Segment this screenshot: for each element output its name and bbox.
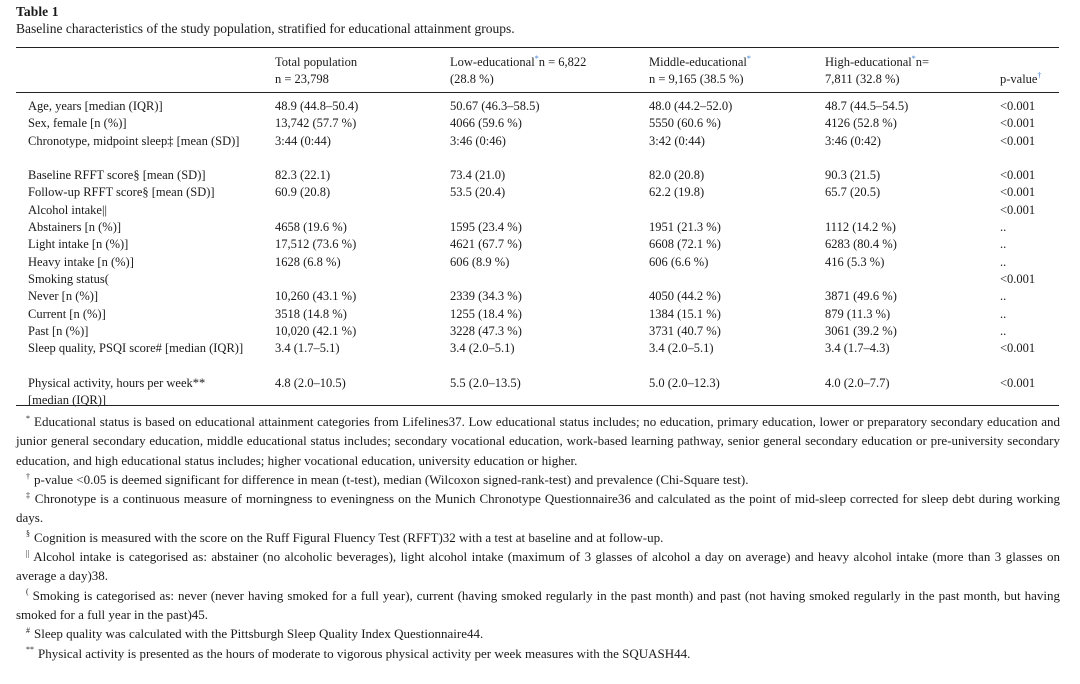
cell-middle: 3:42 (0:44) xyxy=(649,133,705,148)
cell-middle: 5550 (60.6 %) xyxy=(649,116,721,131)
row-label: Alcohol intake|| xyxy=(28,202,107,217)
table-row xyxy=(0,219,1080,236)
cell-p: .. xyxy=(1000,289,1007,304)
footnote-text: p-value <0.05 is deemed significant for difference in mean (t-test), median (Wilcoxon signed-rank-test) and prevalence (Chi-Square test). xyxy=(34,471,749,487)
table-body xyxy=(0,98,1080,409)
row-label: Heavy intake [n (%)] xyxy=(28,254,134,269)
table-row xyxy=(0,288,1080,305)
table-bottom-rule xyxy=(16,405,1059,406)
cell-low: 3.4 (2.0–5.1) xyxy=(450,341,515,356)
cell-p: <0.001 xyxy=(1000,375,1036,390)
table-label: Table 1 xyxy=(16,4,59,19)
cell-low: 5.5 (2.0–13.5) xyxy=(450,375,521,390)
footnote-mark: ( xyxy=(26,587,29,597)
cell-p: <0.001 xyxy=(1000,99,1036,113)
footnote xyxy=(16,644,1060,663)
cell-total: 4.8 (2.0–10.5) xyxy=(275,375,346,390)
footnotes xyxy=(16,412,1060,663)
row-label: Age, years [median (IQR)] xyxy=(28,99,163,113)
cell-low: 53.5 (20.4) xyxy=(450,185,506,200)
cell-high: 3.4 (1.7–4.3) xyxy=(825,341,890,356)
footnote xyxy=(16,470,1060,489)
cell-low: 3228 (47.3 %) xyxy=(450,323,522,338)
row-label: Never [n (%)] xyxy=(28,289,99,304)
footnote xyxy=(16,624,1060,643)
table-row xyxy=(0,340,1080,375)
table-row xyxy=(0,202,1080,219)
table-row xyxy=(0,115,1080,132)
table-row xyxy=(0,184,1080,201)
cell-middle: 606 (6.6 %) xyxy=(649,254,709,269)
cell-high: 6283 (80.4 %) xyxy=(825,237,897,252)
table-top-rule xyxy=(16,47,1059,48)
cell-total: 17,512 (73.6 %) xyxy=(275,237,357,252)
table-row xyxy=(0,323,1080,340)
cell-middle: 6608 (72.1 %) xyxy=(649,237,721,252)
cell-middle: 48.0 (44.2–52.0) xyxy=(649,99,733,113)
row-label: Baseline RFFT score§ [mean (SD)] xyxy=(28,168,206,183)
cell-total: 4658 (19.6 %) xyxy=(275,220,347,235)
footnote-text: Alcohol intake is categorised as: abstainer (no alcoholic beverages), light alcohol intake (maximum of 3 glasses of alcohol a day on average) and heavy alcohol intake (more than 3 glasses on average a day)38. xyxy=(16,549,1060,584)
cell-low: 1595 (23.4 %) xyxy=(450,220,522,235)
cell-high: 3871 (49.6 %) xyxy=(825,289,897,304)
footnote-text: Cognition is measured with the score on the Ruff Figural Fluency Test (RFFT)32 with a test at baseline and at follow-up. xyxy=(34,529,664,545)
cell-middle: 5.0 (2.0–12.3) xyxy=(649,375,720,390)
cell-high: 4126 (52.8 %) xyxy=(825,116,897,131)
row-label: Chronotype, midpoint sleep‡ [mean (SD)] xyxy=(28,133,240,148)
cell-total: 13,742 (57.7 %) xyxy=(275,116,357,131)
footnote xyxy=(16,489,1060,528)
cell-p: <0.001 xyxy=(1000,116,1036,131)
cell-high: 1112 (14.2 %) xyxy=(825,220,896,235)
header-pvalue: p-value† xyxy=(1000,70,1042,86)
table-row xyxy=(0,254,1080,271)
cell-low: 2339 (34.3 %) xyxy=(450,289,522,304)
cell-total: 48.9 (44.8–50.4) xyxy=(275,99,359,113)
cell-low: 4621 (67.7 %) xyxy=(450,237,522,252)
table-row xyxy=(0,133,1080,168)
cell-p: <0.001 xyxy=(1000,133,1036,148)
header-middle: Middle-educational* n = 9,165 (38.5 %) xyxy=(649,53,751,86)
cell-total: 10,020 (42.1 %) xyxy=(275,323,357,338)
cell-total: 1628 (6.8 %) xyxy=(275,254,341,269)
cell-low: 1255 (18.4 %) xyxy=(450,306,522,321)
cell-p: <0.001 xyxy=(1000,341,1036,356)
cell-total: 82.3 (22.1) xyxy=(275,168,331,183)
cell-p: .. xyxy=(1000,220,1007,235)
cell-low: 4066 (59.6 %) xyxy=(450,116,522,131)
footnote-text: Physical activity is presented as the hours of moderate to vigorous physical activity per week measures with the SQUASH44. xyxy=(38,645,691,661)
footnote-mark: † xyxy=(26,471,30,481)
row-label: Past [n (%)] xyxy=(28,323,89,338)
header-high: High-educational*n= 7,811 (32.8 %) xyxy=(825,53,930,86)
cell-p: <0.001 xyxy=(1000,168,1036,183)
cell-total: 10,260 (43.1 %) xyxy=(275,289,357,304)
row-label: Follow-up RFFT score§ [mean (SD)] xyxy=(28,185,215,200)
footnote-text: Chronotype is a continuous measure of morningness to eveningness on the Munich Chronotype Questionnaire36 and calculated as the point of mid-sleep corrected for sleep debt during working days. xyxy=(16,491,1061,526)
cell-p: <0.001 xyxy=(1000,185,1036,200)
footnote-mark: * xyxy=(26,413,30,423)
footnote xyxy=(16,528,1060,547)
row-label: Sleep quality, PSQI score# [median (IQR)] xyxy=(28,341,244,356)
footnote-mark: ‡ xyxy=(26,490,31,500)
cell-high: 4.0 (2.0–7.7) xyxy=(825,375,890,390)
cell-total: 60.9 (20.8) xyxy=(275,185,331,200)
cell-high: 48.7 (44.5–54.5) xyxy=(825,99,909,113)
footnote-text: Educational status is based on educational attainment categories from Lifelines37. Low educational status includes; no education, primary education, lower or preparatory secondary education and junior general secondary education, middle educational status includes; secondary vocational education, work-based learning pathway, senior general secondary education or pre-university secondary education, and high educational status includes; higher vocational education, university education or higher. xyxy=(16,414,1060,468)
cell-middle: 3.4 (2.0–5.1) xyxy=(649,341,714,356)
cell-high: 879 (11.3 %) xyxy=(825,306,891,321)
footnote xyxy=(16,547,1060,586)
footnote-mark: ** xyxy=(26,645,34,655)
cell-total: 3:44 (0:44) xyxy=(275,133,331,148)
header-low: Low-educational*n = 6,822 (28.8 %) xyxy=(450,53,587,86)
cell-high: 3061 (39.2 %) xyxy=(825,323,897,338)
cell-high: 416 (5.3 %) xyxy=(825,254,885,269)
cell-high: 65.7 (20.5) xyxy=(825,185,881,200)
cell-p: .. xyxy=(1000,323,1007,338)
row-label: Physical activity, hours per week** [median (IQR)] xyxy=(28,375,206,408)
footnote xyxy=(16,586,1060,625)
cell-p: .. xyxy=(1000,237,1007,252)
table-row xyxy=(0,236,1080,253)
row-label: Smoking status( xyxy=(28,271,109,286)
row-label: Abstainers [n (%)] xyxy=(28,220,122,235)
cell-p: .. xyxy=(1000,306,1007,321)
footnote xyxy=(16,412,1060,470)
table-row xyxy=(0,306,1080,323)
footnote-mark: || xyxy=(26,548,30,558)
cell-middle: 62.2 (19.8) xyxy=(649,185,705,200)
table-row xyxy=(0,167,1080,184)
cell-middle: 82.0 (20.8) xyxy=(649,168,705,183)
footnote-mark: § xyxy=(26,529,30,539)
header-total: Total population n = 23,798 xyxy=(275,55,358,86)
footnote-text: Sleep quality was calculated with the Pittsburgh Sleep Quality Index Questionnaire44. xyxy=(34,626,484,642)
table-caption: Baseline characteristics of the study population, stratified for educational attainment groups. xyxy=(16,21,515,36)
table-header-rule xyxy=(16,92,1059,93)
cell-high: 3:46 (0:42) xyxy=(825,133,881,148)
cell-middle: 4050 (44.2 %) xyxy=(649,289,721,304)
cell-p: <0.001 xyxy=(1000,271,1036,286)
cell-middle: 1951 (21.3 %) xyxy=(649,220,721,235)
footnote-text: Smoking is categorised as: never (never having smoked for a full year), current (having smoked regularly in the past month) and past (not having smoked regularly in the past month, but having smoked for a full year in the past)45. xyxy=(16,587,1060,622)
table-row xyxy=(0,271,1080,288)
table-row xyxy=(0,98,1080,115)
row-label: Light intake [n (%)] xyxy=(28,237,129,252)
cell-total: 3.4 (1.7–5.1) xyxy=(275,341,340,356)
cell-middle: 1384 (15.1 %) xyxy=(649,306,721,321)
cell-p: .. xyxy=(1000,254,1007,269)
cell-low: 73.4 (21.0) xyxy=(450,168,506,183)
cell-high: 90.3 (21.5) xyxy=(825,168,881,183)
cell-low: 606 (8.9 %) xyxy=(450,254,510,269)
cell-middle: 3731 (40.7 %) xyxy=(649,323,721,338)
footnote-mark: # xyxy=(26,625,30,635)
cell-p: <0.001 xyxy=(1000,202,1036,217)
row-label: Sex, female [n (%)] xyxy=(28,116,127,131)
row-label: Current [n (%)] xyxy=(28,306,106,321)
cell-low: 50.67 (46.3–58.5) xyxy=(450,99,540,113)
cell-total: 3518 (14.8 %) xyxy=(275,306,347,321)
cell-low: 3:46 (0:46) xyxy=(450,133,506,148)
